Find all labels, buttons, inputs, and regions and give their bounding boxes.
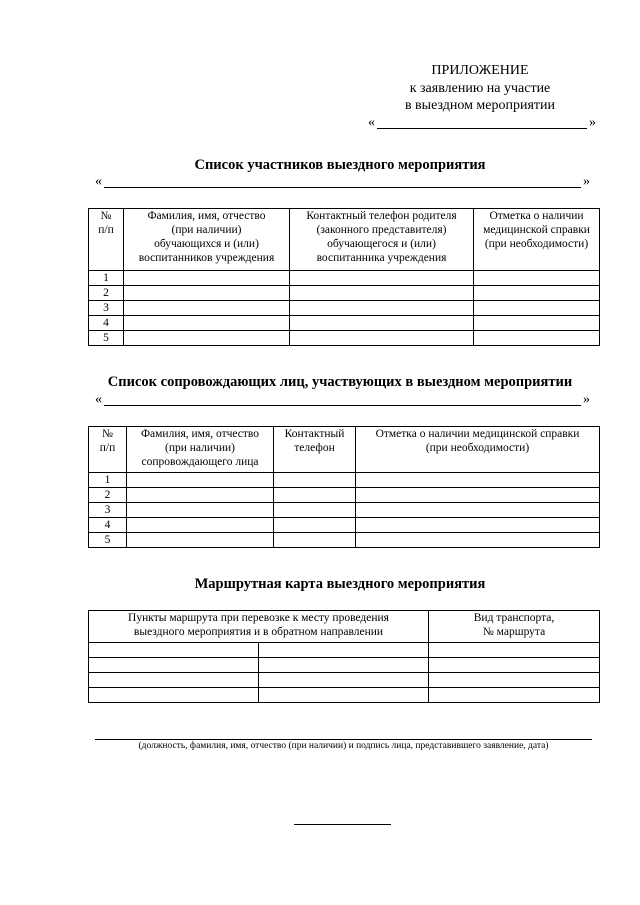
signature-line bbox=[95, 739, 592, 740]
signature-caption: (должность, фамилия, имя, отчество (при наличии) и подпись лица, представившего заявление, дата) bbox=[138, 741, 549, 751]
medical-cell[interactable] bbox=[474, 331, 600, 346]
phone-cell[interactable] bbox=[290, 286, 474, 301]
name-cell[interactable] bbox=[124, 316, 290, 331]
header-number: № п/п bbox=[89, 427, 127, 473]
table-header-row bbox=[89, 209, 600, 271]
route-to-cell[interactable] bbox=[259, 658, 429, 673]
participants-title: Список участников выездного мероприятия bbox=[194, 157, 486, 173]
medical-cell[interactable] bbox=[356, 533, 600, 548]
row-number: 3 bbox=[89, 503, 127, 518]
table-header-row bbox=[89, 427, 600, 473]
medical-cell[interactable] bbox=[356, 503, 600, 518]
name-cell[interactable] bbox=[124, 271, 290, 286]
header-medical-certificate: Отметка о наличии медицинской справки (при необходимости) bbox=[474, 209, 600, 271]
medical-cell[interactable] bbox=[474, 301, 600, 316]
table-row bbox=[89, 658, 600, 673]
table-row bbox=[89, 643, 600, 658]
table-row bbox=[89, 673, 600, 688]
medical-cell[interactable] bbox=[474, 286, 600, 301]
name-cell[interactable] bbox=[124, 301, 290, 316]
route-from-cell[interactable] bbox=[89, 673, 259, 688]
row-number: 2 bbox=[89, 286, 124, 301]
appendix-event-name-field bbox=[368, 115, 596, 131]
table-row bbox=[89, 503, 600, 518]
phone-cell[interactable] bbox=[274, 518, 356, 533]
transport-cell[interactable] bbox=[429, 688, 600, 703]
table-row bbox=[89, 688, 600, 703]
header-transport: Вид транспорта, № маршрута bbox=[429, 611, 600, 643]
route-to-cell[interactable] bbox=[259, 673, 429, 688]
route-to-cell[interactable] bbox=[259, 643, 429, 658]
companions-title: Список сопровождающих лиц, участвующих в выездном мероприятии bbox=[107, 374, 573, 390]
medical-cell[interactable] bbox=[356, 518, 600, 533]
companions-event-name-field bbox=[95, 392, 590, 408]
underline bbox=[104, 405, 581, 406]
underline bbox=[104, 187, 581, 188]
quote-open: « bbox=[368, 115, 375, 130]
row-number: 5 bbox=[89, 533, 127, 548]
row-number: 4 bbox=[89, 518, 127, 533]
name-cell[interactable] bbox=[127, 518, 274, 533]
row-number: 2 bbox=[89, 488, 127, 503]
name-cell[interactable] bbox=[127, 503, 274, 518]
name-cell[interactable] bbox=[127, 473, 274, 488]
route-from-cell[interactable] bbox=[89, 643, 259, 658]
header-phone: Контактный телефон bbox=[274, 427, 356, 473]
table-row bbox=[89, 271, 600, 286]
quote-close: » bbox=[583, 392, 590, 407]
name-cell[interactable] bbox=[127, 533, 274, 548]
transport-cell[interactable] bbox=[429, 673, 600, 688]
table-row bbox=[89, 488, 600, 503]
table-row bbox=[89, 286, 600, 301]
table-row bbox=[89, 316, 600, 331]
name-cell[interactable] bbox=[124, 331, 290, 346]
transport-cell[interactable] bbox=[429, 658, 600, 673]
name-cell[interactable] bbox=[124, 286, 290, 301]
header-name: Фамилия, имя, отчество (при наличии) сопровождающего лица bbox=[127, 427, 274, 473]
participants-event-name-field bbox=[95, 174, 590, 190]
bottom-line bbox=[294, 824, 391, 825]
header-name: Фамилия, имя, отчество (при наличии) обучающихся и (или) воспитанников учреждения bbox=[124, 209, 290, 271]
participants-table bbox=[88, 208, 600, 346]
table-row bbox=[89, 533, 600, 548]
appendix-line-3: в выездном мероприятии bbox=[404, 98, 556, 113]
quote-open: « bbox=[95, 392, 102, 407]
table-header-row bbox=[89, 611, 600, 643]
appendix-title: ПРИЛОЖЕНИЕ bbox=[431, 63, 529, 78]
phone-cell[interactable] bbox=[290, 316, 474, 331]
row-number: 3 bbox=[89, 301, 124, 316]
row-number: 1 bbox=[89, 271, 124, 286]
row-number: 5 bbox=[89, 331, 124, 346]
route-table bbox=[88, 610, 600, 703]
row-number: 4 bbox=[89, 316, 124, 331]
table-row bbox=[89, 518, 600, 533]
appendix-line-2: к заявлению на участие bbox=[409, 81, 551, 96]
quote-open: « bbox=[95, 174, 102, 189]
header-number: № п/п bbox=[89, 209, 124, 271]
header-route-points: Пункты маршрута при перевозке к месту проведения выездного мероприятия и в обратном направлении bbox=[89, 611, 429, 643]
medical-cell[interactable] bbox=[474, 271, 600, 286]
row-number: 1 bbox=[89, 473, 127, 488]
quote-close: » bbox=[583, 174, 590, 189]
phone-cell[interactable] bbox=[274, 488, 356, 503]
phone-cell[interactable] bbox=[274, 473, 356, 488]
table-row bbox=[89, 473, 600, 488]
underline bbox=[377, 128, 587, 129]
header-medical-certificate: Отметка о наличии медицинской справки (при необходимости) bbox=[356, 427, 600, 473]
phone-cell[interactable] bbox=[274, 533, 356, 548]
transport-cell[interactable] bbox=[429, 643, 600, 658]
phone-cell[interactable] bbox=[290, 301, 474, 316]
route-to-cell[interactable] bbox=[259, 688, 429, 703]
name-cell[interactable] bbox=[127, 488, 274, 503]
table-row bbox=[89, 331, 600, 346]
route-from-cell[interactable] bbox=[89, 688, 259, 703]
phone-cell[interactable] bbox=[290, 271, 474, 286]
table-row bbox=[89, 301, 600, 316]
route-from-cell[interactable] bbox=[89, 658, 259, 673]
medical-cell[interactable] bbox=[474, 316, 600, 331]
route-title: Маршрутная карта выездного мероприятия bbox=[194, 576, 486, 592]
medical-cell[interactable] bbox=[356, 488, 600, 503]
quote-close: » bbox=[589, 115, 596, 130]
header-parent-phone: Контактный телефон родителя (законного представителя) обучающегося и (или) воспитанника учреждения bbox=[290, 209, 474, 271]
phone-cell[interactable] bbox=[290, 331, 474, 346]
medical-cell[interactable] bbox=[356, 473, 600, 488]
companions-table bbox=[88, 426, 600, 548]
phone-cell[interactable] bbox=[274, 503, 356, 518]
